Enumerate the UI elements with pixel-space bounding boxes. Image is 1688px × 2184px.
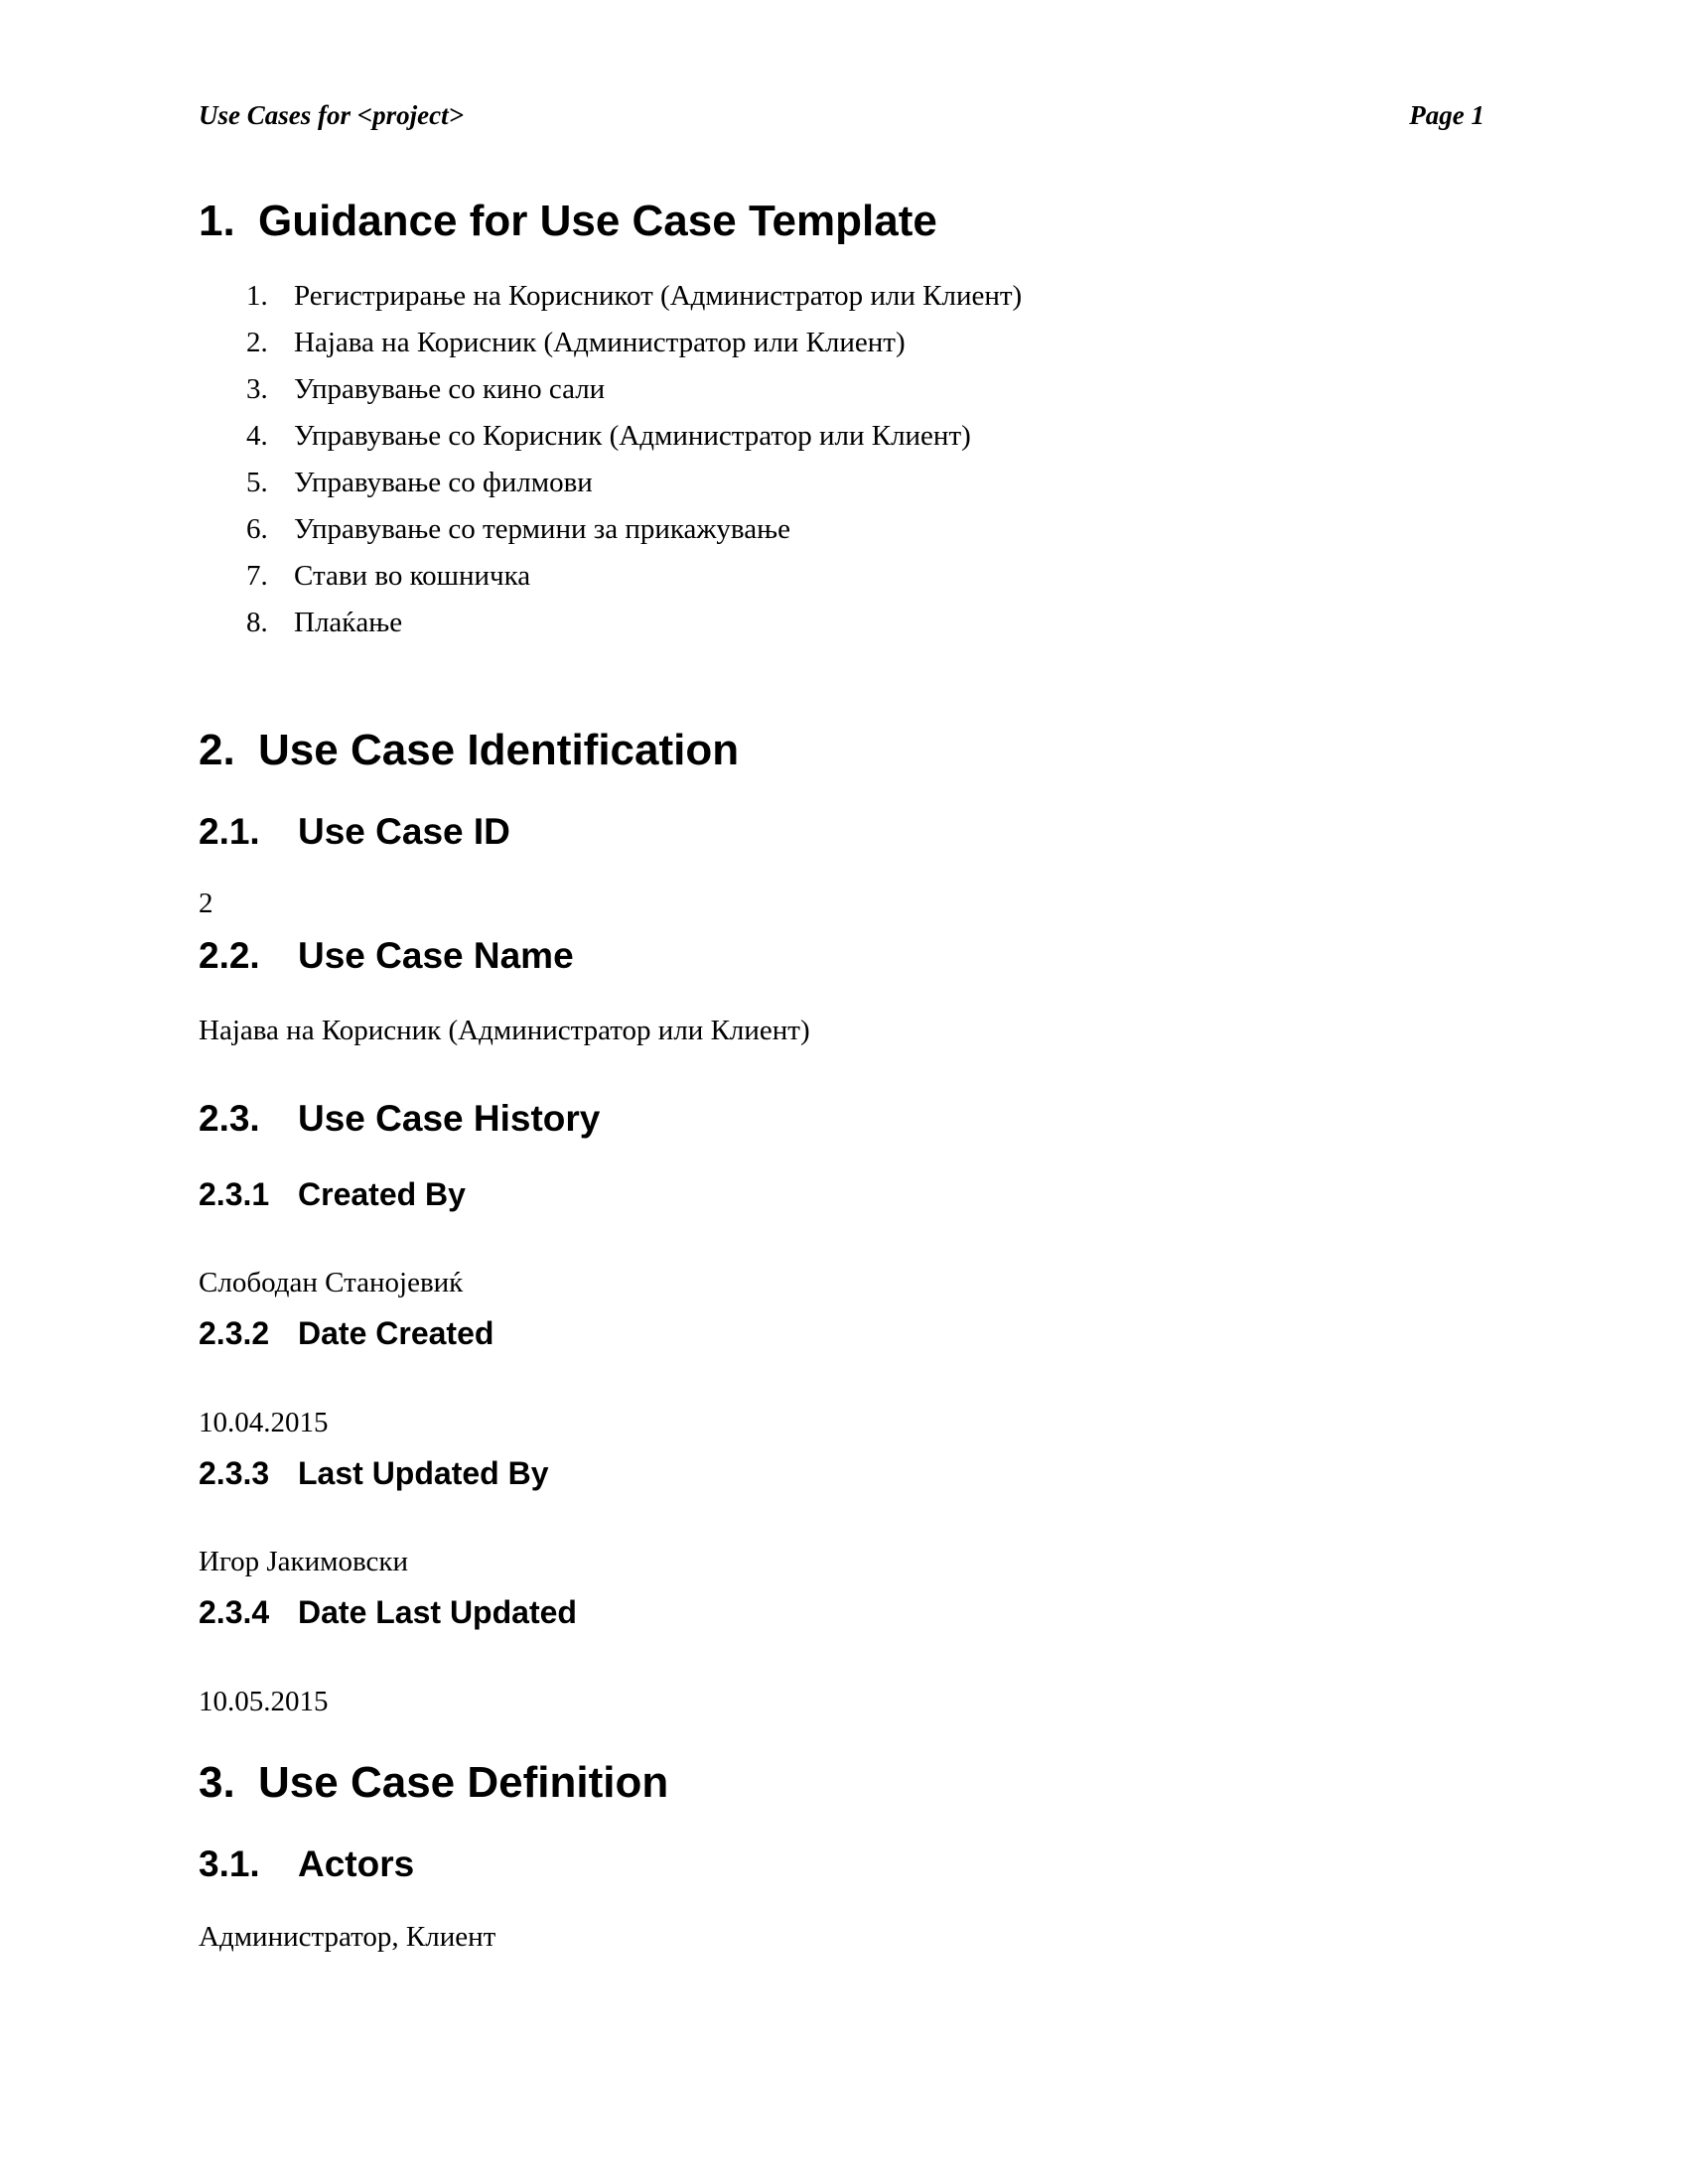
date-created-value: 10.04.2015	[199, 1407, 329, 1438]
list-item	[199, 372, 1022, 419]
subsection-title: Actors	[298, 1843, 415, 1884]
subsection-number: 2.3.	[199, 1098, 260, 1139]
created-by-heading	[199, 1175, 466, 1213]
section-3-heading	[199, 1757, 668, 1809]
date-created-heading	[199, 1314, 493, 1352]
list-item-text: Плаќање	[294, 607, 403, 638]
list-item-number: 4.	[246, 420, 268, 452]
list-item-number: 7.	[246, 560, 268, 592]
list-item-text: Управување со филмови	[294, 467, 593, 498]
section-number: 3.	[199, 1758, 235, 1807]
list-item	[199, 419, 1022, 466]
date-last-updated-value: 10.05.2015	[199, 1686, 329, 1717]
use-case-name-heading	[199, 934, 574, 978]
subsection-number: 2.3.4	[199, 1594, 270, 1630]
section-title: Use Case Definition	[258, 1758, 669, 1807]
use-case-id-heading	[199, 810, 510, 854]
list-item	[199, 326, 1022, 372]
subsection-title: Date Created	[298, 1315, 494, 1351]
actors-heading	[199, 1843, 414, 1886]
section-number: 1.	[199, 197, 235, 245]
page-number: Page 1	[1409, 100, 1484, 130]
use-case-name-value: Најава на Корисник (Администратор или Клиент)	[199, 1015, 810, 1046]
actors-value: Администратор, Клиент	[199, 1921, 496, 1953]
subsection-title: Use Case Name	[298, 935, 574, 976]
list-item	[199, 279, 1022, 326]
subsection-number: 2.3.1	[199, 1176, 270, 1212]
last-updated-by-heading	[199, 1454, 548, 1492]
list-item-text: Управување со термини за прикажување	[294, 513, 790, 545]
list-item-number: 5.	[246, 467, 268, 498]
subsection-number: 2.2.	[199, 935, 260, 976]
use-case-list	[199, 279, 1022, 652]
subsection-number: 2.3.3	[199, 1455, 270, 1491]
list-item-text: Управување со кино сали	[294, 373, 606, 405]
list-item-number: 2.	[246, 327, 268, 358]
list-item	[199, 466, 1022, 512]
subsection-number: 2.1.	[199, 811, 260, 852]
list-item-number: 3.	[246, 373, 268, 405]
section-1-heading	[199, 196, 937, 247]
use-case-id-value: 2	[199, 887, 213, 919]
date-last-updated-heading	[199, 1593, 577, 1631]
list-item-text: Стави во кошничка	[294, 560, 531, 592]
subsection-title: Use Case History	[298, 1098, 601, 1139]
page-header-title: Use Cases for <project>	[199, 100, 464, 130]
subsection-title: Created By	[298, 1176, 466, 1212]
section-title: Use Case Identification	[258, 726, 740, 774]
list-item-number: 6.	[246, 513, 268, 545]
list-item-text: Регистрирање на Корисникот (Администратор или Клиент)	[294, 280, 1023, 312]
section-number: 2.	[199, 726, 235, 774]
subsection-title: Date Last Updated	[298, 1594, 577, 1630]
list-item	[199, 512, 1022, 559]
list-item-text: Најава на Корисник (Администратор или Клиент)	[294, 327, 906, 358]
list-item-number: 8.	[246, 607, 268, 638]
list-item-text: Управување со Корисник (Администратор или Клиент)	[294, 420, 971, 452]
subsection-number: 3.1.	[199, 1843, 260, 1884]
list-item	[199, 559, 1022, 606]
subsection-title: Use Case ID	[298, 811, 510, 852]
subsection-title: Last Updated By	[298, 1455, 549, 1491]
section-title: Guidance for Use Case Template	[258, 197, 937, 245]
subsection-number: 2.3.2	[199, 1315, 270, 1351]
use-case-history-heading	[199, 1097, 600, 1141]
section-2-heading	[199, 725, 739, 776]
created-by-value: Слободан Станојевиќ	[199, 1267, 464, 1298]
last-updated-by-value: Игор Јакимовски	[199, 1546, 408, 1577]
list-item	[199, 606, 1022, 652]
list-item-number: 1.	[246, 280, 268, 312]
